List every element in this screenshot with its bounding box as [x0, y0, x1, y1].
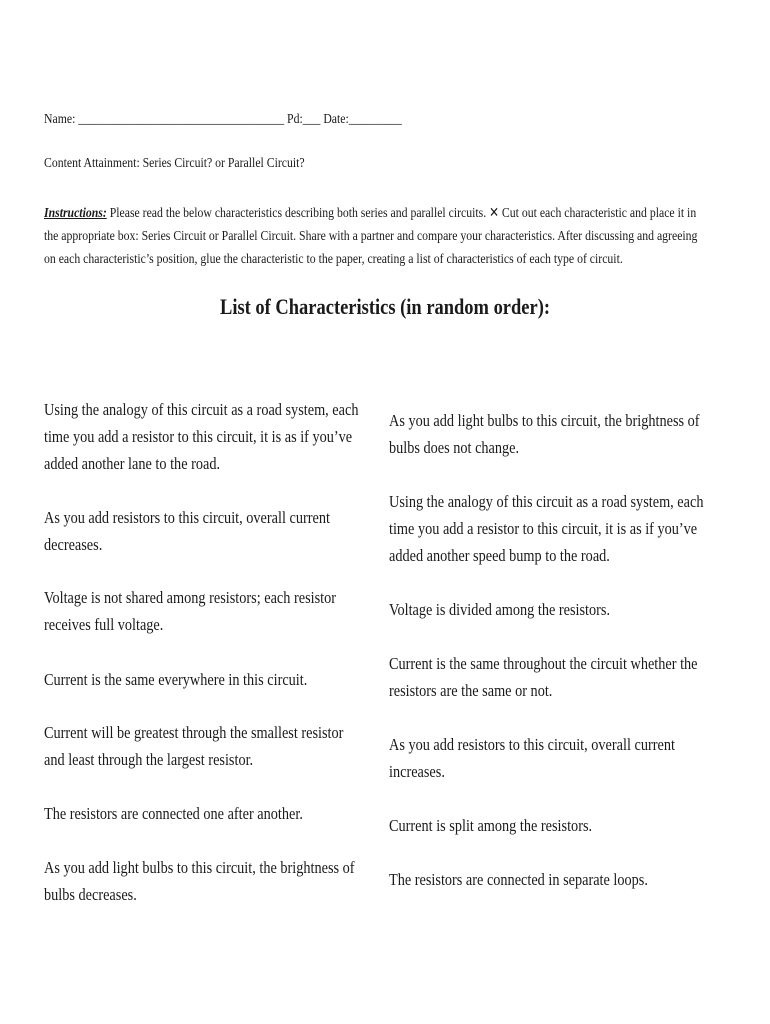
instructions [44, 202, 699, 271]
characteristic-right-5: As you add resistors to this circuit, overall current increases. [389, 735, 675, 781]
page-title: List of Characteristics (in random order): [219, 294, 551, 319]
instructions-label: Instructions: [44, 206, 107, 221]
date-label: Date: [323, 112, 349, 127]
characteristic-right-1: As you add light bulbs to this circuit, the brightness of bulbs does not change. [389, 411, 700, 457]
characteristic-right-3: Voltage is divided among the resistors. [389, 600, 611, 619]
content-attainment: Content Attainment: Series Circuit? or Parallel Circuit? [44, 156, 305, 171]
pd-label: Pd: [287, 112, 303, 127]
characteristic-left-7: As you add light bulbs to this circuit, the brightness of bulbs decreases. [44, 858, 355, 904]
characteristic-left-6: The resistors are connected one after another. [44, 804, 303, 823]
characteristic-right-6: Current is split among the resistors. [389, 816, 593, 835]
characteristic-left-2: As you add resistors to this circuit, overall current decreases. [44, 508, 330, 554]
name-blank: ___________________________________ [78, 112, 285, 127]
instructions-text: Please read the below characteristics describing both series and parallel circuits. ✕ Cut out each characteristic and place it in the appropriate box: Series Circuit or Parallel Circuit. Share with a partner and compare your characteristics. After discussing and agreeing on each characteristic’s position, glue the characteristic to the paper, creating a list of characteristics of each type of circuit. [44, 206, 698, 267]
header-line [44, 112, 402, 128]
characteristic-left-4: Current is the same everywhere in this circuit. [44, 670, 308, 689]
pd-blank: ___ [302, 112, 321, 127]
characteristic-right-4: Current is the same throughout the circuit whether the resistors are the same or not. [389, 654, 698, 700]
name-label: Name: [44, 112, 76, 127]
date-blank: _________ [348, 112, 402, 127]
characteristic-right-7: The resistors are connected in separate loops. [389, 870, 648, 889]
characteristic-left-3: Voltage is not shared among resistors; each resistor receives full voltage. [44, 588, 337, 634]
characteristic-left-1: Using the analogy of this circuit as a road system, each time you add a resistor to this circuit, it is as if you’ve added another lane to the road. [44, 400, 359, 473]
characteristic-left-5: Current will be greatest through the smallest resistor and least through the largest resistor. [44, 723, 344, 769]
characteristic-right-2: Using the analogy of this circuit as a road system, each time you add a resistor to this circuit, it is as if you’ve added another speed bump to the road. [389, 492, 704, 565]
